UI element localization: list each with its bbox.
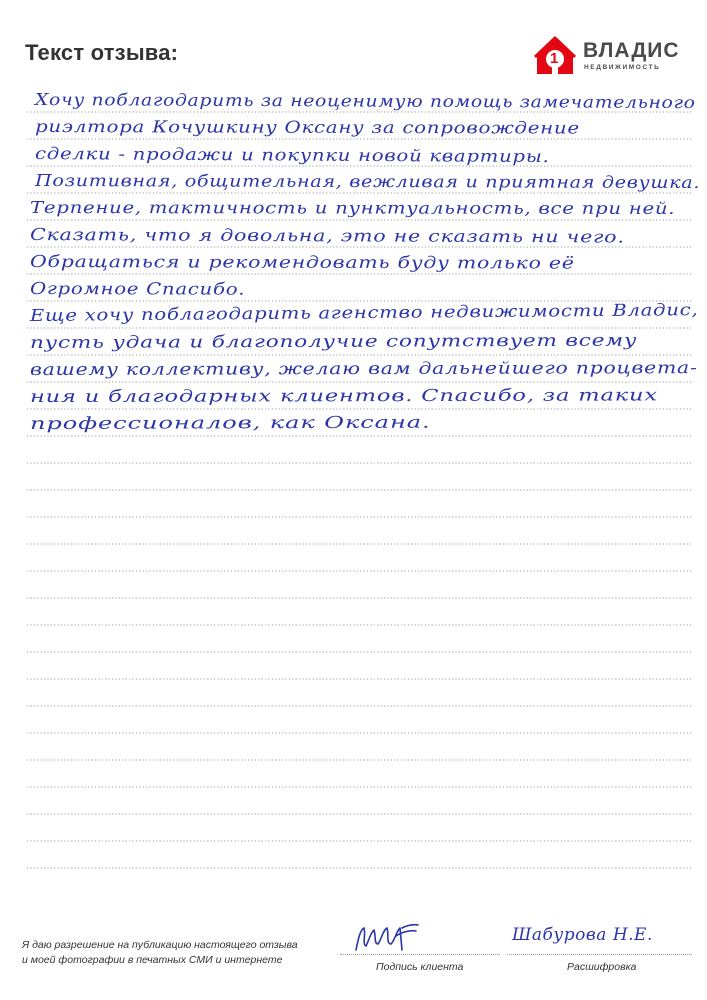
logo-subtitle: НЕДВИЖИМОСТЬ <box>584 64 661 71</box>
review-line: профессионалов, как Оксана. <box>29 412 431 433</box>
review-line: ния и благодарных клиентов. Спасибо, за таких <box>29 385 658 406</box>
client-signature <box>352 920 422 956</box>
consent-text <box>22 938 298 968</box>
signature-label: Подпись клиента <box>376 961 464 973</box>
review-line: Сказать, что я довольна, это не сказать ни чего. <box>30 225 625 247</box>
review-line: Позитивная, общительная, вежливая и приятная девушка. <box>35 171 701 193</box>
review-line: Еще хочу поблагодарить агенство недвижимости Владис, <box>29 300 699 325</box>
decoding-value: Шабурова Н.Е. <box>512 925 653 945</box>
page-title: Текст отзыва: <box>25 40 179 65</box>
review-line: пусть удача и благополучие сопутствует всему <box>29 330 638 352</box>
decoding-line <box>507 954 692 955</box>
review-line: вашему коллективу, желаю вам дальнейшего процвета- <box>29 358 698 379</box>
review-line: риэлтора Кочушкину Оксану за сопровождение <box>35 117 580 138</box>
review-line: Обращаться и рекомендовать буду только её <box>30 252 575 273</box>
review-line: Терпение, тактичность и пунктуальность, все при ней. <box>30 198 676 218</box>
consent-line: и моей фотографии в печатных СМИ и интернете <box>22 954 283 966</box>
logo-badge-number: 1 <box>550 50 559 67</box>
logo-name: ВЛАДИС <box>583 39 680 62</box>
consent-line: Я даю разрешение на публикацию настоящего отзыва <box>22 939 298 951</box>
signature-line <box>340 954 500 955</box>
review-line: Огромное Спасибо. <box>30 279 246 299</box>
review-line: Хочу поблагодарить за неоценимую помощь замечательного <box>35 90 696 113</box>
review-line: сделки - продажи и покупки новой квартиры. <box>35 144 550 167</box>
decoding-label: Расшифровка <box>567 961 637 973</box>
